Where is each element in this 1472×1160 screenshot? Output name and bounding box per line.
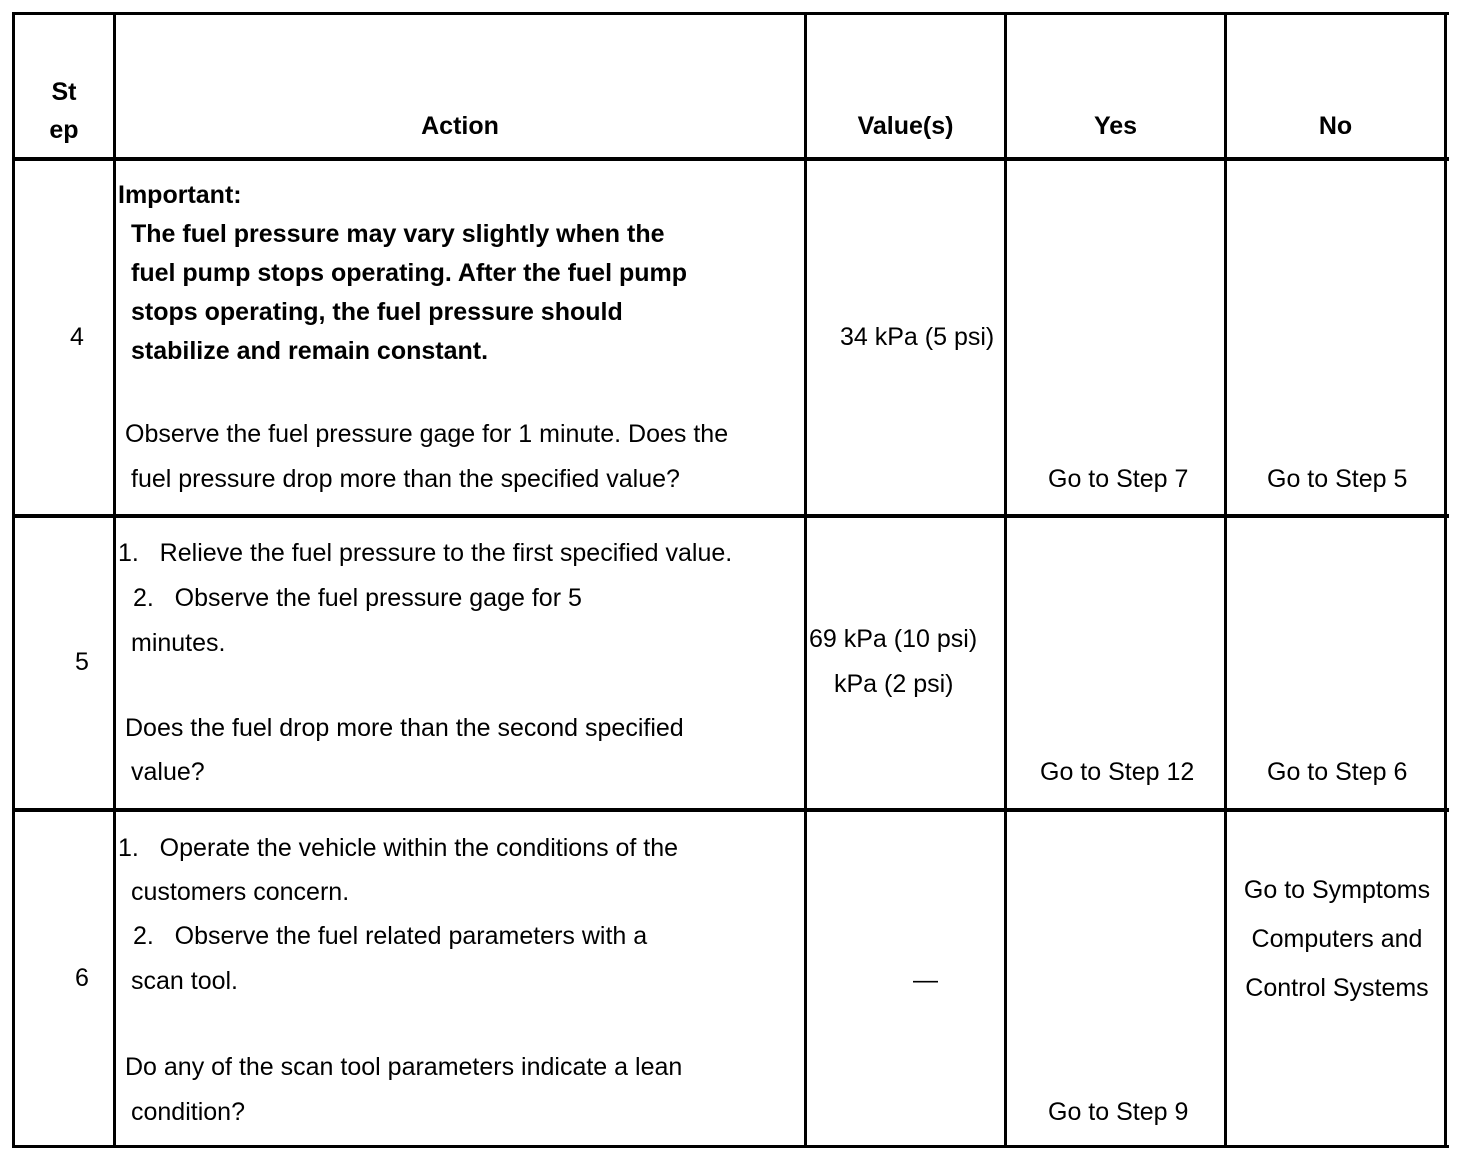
value-spec: kPa (2 psi) bbox=[834, 670, 954, 698]
action-line: 2. Observe the fuel pressure gage for 5 bbox=[133, 584, 582, 612]
question-line: Does the fuel drop more than the second specified bbox=[125, 714, 684, 742]
header-yes: Yes bbox=[1093, 112, 1138, 140]
question-line: condition? bbox=[131, 1098, 245, 1126]
no-result bbox=[1227, 866, 1447, 1013]
value-spec: 34 kPa (5 psi) bbox=[840, 323, 995, 351]
header-action: Action bbox=[421, 112, 499, 140]
value-spec: — bbox=[913, 966, 938, 994]
row-divider bbox=[12, 808, 1449, 812]
yes-result: Go to Step 7 bbox=[1048, 465, 1189, 493]
header-step-line2: ep bbox=[49, 116, 79, 144]
action-line: minutes. bbox=[131, 629, 226, 657]
no-result: Go to Step 5 bbox=[1267, 465, 1408, 493]
table-border-bottom bbox=[12, 1145, 1449, 1148]
column-divider bbox=[113, 12, 116, 1148]
question-line: value? bbox=[131, 758, 205, 786]
no-result-line: Go to Symptoms bbox=[1243, 876, 1431, 904]
action-line: scan tool. bbox=[131, 967, 239, 995]
header-divider bbox=[12, 157, 1449, 161]
value-spec: 69 kPa (10 psi) bbox=[809, 625, 978, 653]
yes-result: Go to Step 12 bbox=[1040, 758, 1195, 786]
row-divider bbox=[12, 514, 1449, 518]
table-border-top bbox=[12, 12, 1449, 15]
important-note-line: fuel pump stops operating. After the fuel pump bbox=[131, 259, 688, 287]
step-number: 4 bbox=[70, 323, 84, 351]
important-note-line: The fuel pressure may vary slightly when the bbox=[131, 220, 665, 248]
action-line: 1. Relieve the fuel pressure to the first specified value. bbox=[118, 539, 733, 567]
header-step bbox=[16, 73, 112, 149]
question-line: Do any of the scan tool parameters indicate a lean bbox=[125, 1053, 683, 1081]
important-label: Important: bbox=[118, 181, 242, 209]
no-result: Go to Step 6 bbox=[1267, 758, 1408, 786]
no-result-line: Control Systems bbox=[1245, 974, 1429, 1002]
question-line: fuel pressure drop more than the specified value? bbox=[131, 465, 680, 493]
action-line: 1. Operate the vehicle within the conditions of the bbox=[118, 834, 679, 862]
step-number: 6 bbox=[75, 964, 89, 992]
action-line: customers concern. bbox=[131, 878, 350, 906]
header-values: Value(s) bbox=[857, 112, 954, 140]
table-border-left bbox=[12, 12, 15, 1148]
important-note-line: stops operating, the fuel pressure should bbox=[131, 298, 623, 326]
no-result-line: Computers and bbox=[1251, 925, 1423, 953]
important-note-line: stabilize and remain constant. bbox=[131, 337, 489, 365]
action-line: 2. Observe the fuel related parameters with a bbox=[133, 922, 648, 950]
yes-result: Go to Step 9 bbox=[1048, 1098, 1189, 1126]
header-step-line1: St bbox=[51, 78, 77, 106]
question-line: Observe the fuel pressure gage for 1 minute. Does the bbox=[125, 420, 729, 448]
step-number: 5 bbox=[75, 648, 89, 676]
header-no: No bbox=[1318, 112, 1353, 140]
